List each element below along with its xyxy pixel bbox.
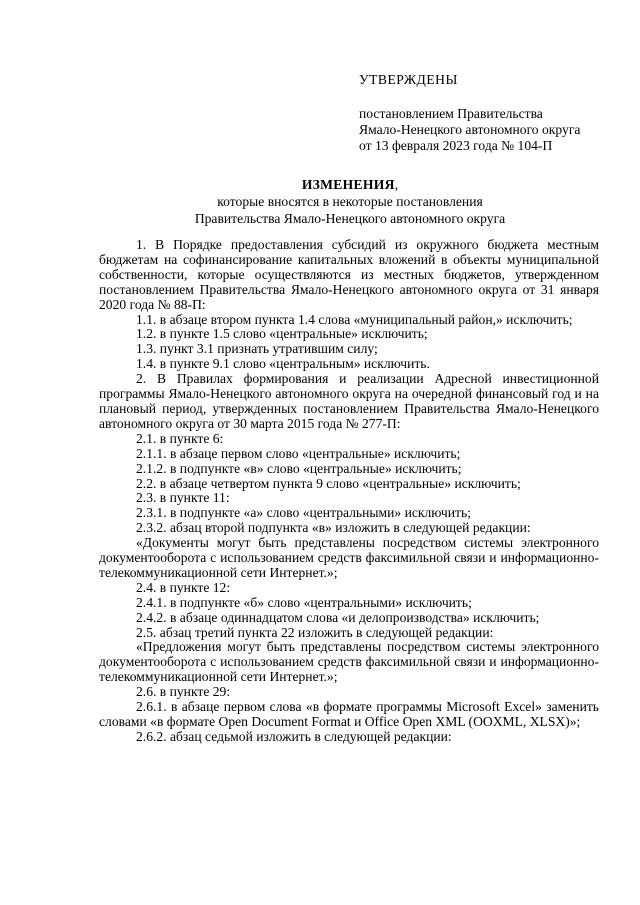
quoted-paragraph: «Документы могут быть представлены посредством системы электронного документооборота с использованием средств факсимильной связи и информационно-телекоммуникационной сети Интернет.»;: [99, 535, 599, 580]
approved-heading: УТВЕРЖДЕНЫ: [359, 72, 458, 87]
paragraph: 2. В Правилах формирования и реализации Адресной инвестиционной программы Ямало-Ненецкого автономного округа на очередной финансовый год и на плановый период, утвержденных постановлением Правительства Ямало-Ненецкого автономного округа от 30 марта 2015 года № 277-П:: [99, 371, 599, 431]
title-main-line: [100, 176, 600, 193]
paragraph: 2.4.2. в абзаце одиннадцатом слова «и делопроизводства» исключить;: [136, 609, 540, 625]
title-main: ИЗМЕНЕНИЯ: [301, 177, 395, 192]
title-line-2: которые вносятся в некоторые постановления: [217, 194, 483, 209]
paragraph: 2.2. в абзаце четвертом пункта 9 слово «центральные» исключить;: [136, 475, 521, 491]
paragraph: 2.1.1. в абзаце первом слово «центральные» исключить;: [136, 445, 461, 461]
title-comma: ,: [394, 177, 399, 192]
paragraph: 2.1.2. в подпункте «в» слово «центральные» исключить;: [136, 460, 462, 476]
paragraph: 1. В Порядке предоставления субсидий из окружного бюджета местным бюджетам на софинансирование капитальных вложений в объекты муниципальной собственности, которые осуществляются из местных бюджетов, утвержденном постановлением Правительства Ямало-Ненецкого автономного округа от 31 января 2020 года № 88-П:: [99, 237, 599, 312]
resolution-line: от 13 февраля 2023 года № 104-П: [359, 138, 553, 153]
resolution-line: Ямало-Ненецкого автономного округа: [359, 122, 581, 137]
paragraph: 2.6.2. абзац седьмой изложить в следующей редакции:: [136, 728, 452, 744]
document-title: [100, 176, 600, 227]
paragraph: 2.6.1. в абзаце первом слова «в формате программы Microsoft Excel» заменить словами «в формате Open Document Format и Office Open XML (OOXML, XLSX)»;: [99, 699, 599, 729]
title-line-3: Правительства Ямало-Ненецкого автономного округа: [194, 211, 506, 226]
paragraph: 1.1. в абзаце втором пункта 1.4 слова «муниципальный район,» исключить;: [136, 311, 573, 327]
paragraph: 2.6. в пункте 29:: [136, 684, 231, 700]
resolution-reference: [359, 106, 629, 154]
document-body: [99, 238, 599, 745]
resolution-line: постановлением Правительства: [359, 106, 543, 121]
paragraph: 2.3.2. абзац второй подпункта «в» изложить в следующей редакции:: [136, 520, 531, 536]
paragraph: 2.4.1. в подпункте «б» слово «центральными» исключить;: [136, 594, 472, 610]
paragraph: 2.3.1. в подпункте «а» слово «центральными» исключить;: [136, 505, 471, 521]
paragraph: 1.2. в пункте 1.5 слово «центральные» исключить;: [136, 326, 428, 342]
paragraph: 1.3. пункт 3.1 признать утратившим силу;: [136, 341, 378, 357]
paragraph: 1.4. в пункте 9.1 слово «центральным» исключить.: [136, 356, 430, 372]
paragraph: 2.5. абзац третий пункта 22 изложить в следующей редакции:: [136, 624, 494, 640]
paragraph: 2.1. в пункте 6:: [136, 430, 224, 446]
approval-stamp: [359, 72, 629, 154]
paragraph: 2.3. в пункте 11:: [136, 490, 230, 506]
paragraph: 2.4. в пункте 12:: [136, 579, 231, 595]
quoted-paragraph: «Предложения могут быть представлены посредством системы электронного документооборота с использованием средств факсимильной связи и информационно-телекоммуникационной сети Интернет.»;: [99, 639, 599, 685]
